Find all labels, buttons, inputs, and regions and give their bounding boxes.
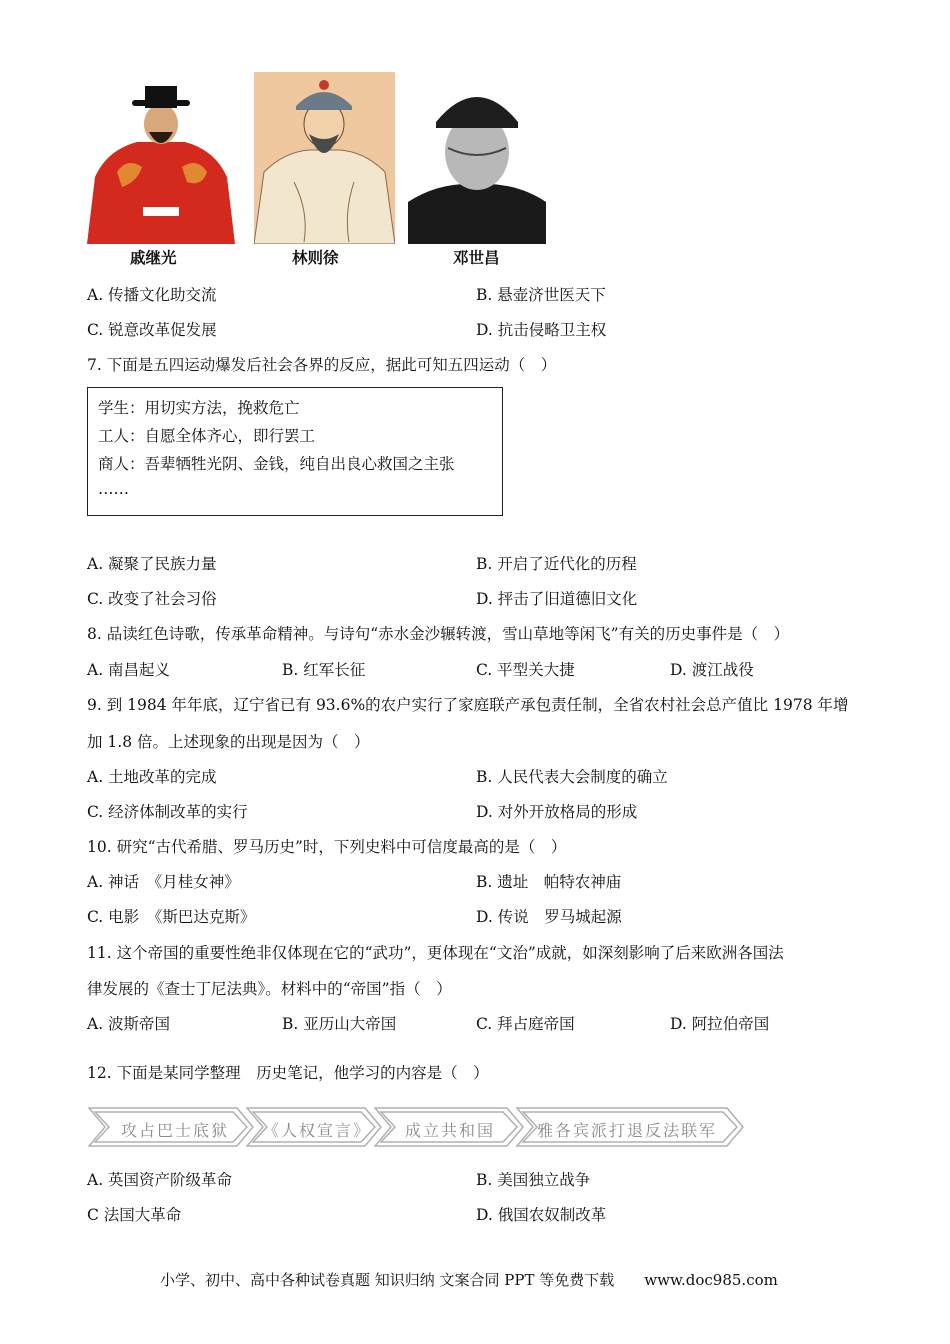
timeline-step: 成立共和国 bbox=[405, 1121, 496, 1140]
timeline-step: 雅各宾派打退反法联军 bbox=[537, 1121, 718, 1140]
option-c: C 法国大革命 bbox=[87, 1206, 182, 1224]
portrait-qi-jiguang bbox=[87, 72, 235, 244]
option-b: B. 人民代表大会制度的确立 bbox=[476, 768, 668, 786]
timeline-step: 攻占巴士底狱 bbox=[121, 1121, 230, 1140]
option-b: B. 遗址 帕特农神庙 bbox=[476, 873, 622, 891]
quote-box bbox=[87, 387, 503, 516]
option-d: D. 抨击了旧道德旧文化 bbox=[476, 590, 638, 608]
portrait-deng-shichang bbox=[408, 72, 546, 244]
option-d: D. 渡江战役 bbox=[670, 661, 754, 679]
question-stem: 7. 下面是五四运动爆发后社会各界的反应，据此可知五四运动（ ） bbox=[87, 356, 557, 374]
option-b: B. 红军长征 bbox=[282, 661, 366, 679]
option-b: B. 开启了近代化的历程 bbox=[476, 555, 637, 573]
question-stem-cont: 律发展的《查士丁尼法典》。材料中的“帝国”指（ ） bbox=[87, 980, 452, 998]
quote-line: 工人：自愿全体齐心，即行罢工 bbox=[98, 427, 316, 445]
option-d: D. 对外开放格局的形成 bbox=[476, 803, 638, 821]
portrait-lin-zexu bbox=[254, 72, 395, 244]
portrait-caption: 邓世昌 bbox=[453, 249, 500, 267]
option-a: A. 凝聚了民族力量 bbox=[87, 555, 217, 573]
option-a: A. 传播文化助交流 bbox=[87, 286, 217, 304]
option-a: A. 南昌起义 bbox=[87, 661, 171, 679]
option-c: C. 锐意改革促发展 bbox=[87, 321, 217, 339]
option-d: D. 抗击侵略卫主权 bbox=[476, 321, 607, 339]
question-stem: 9. 到 1984 年年底，辽宁省已有 93.6%的农户实行了家庭联产承包责任制，全省农村社会总产值比 1978 年增 bbox=[87, 696, 849, 714]
option-b: B. 美国独立战争 bbox=[476, 1171, 591, 1189]
footer-text: 小学、初中、高中各种试卷真题 知识归纳 文案合同 PPT 等免费下载 www.doc985.com bbox=[160, 1271, 778, 1289]
option-c: C. 改变了社会习俗 bbox=[87, 590, 217, 608]
question-stem-cont: 加 1.8 倍。上述现象的出现是因为（ ） bbox=[87, 733, 370, 751]
option-c: C. 电影 《斯巴达克斯》 bbox=[87, 908, 256, 926]
option-d: D. 传说 罗马城起源 bbox=[476, 908, 622, 926]
option-b: B. 亚历山大帝国 bbox=[282, 1015, 397, 1033]
question-stem: 12. 下面是某同学整理 历史笔记，他学习的内容是（ ） bbox=[87, 1064, 489, 1082]
option-a: A. 土地改革的完成 bbox=[87, 768, 217, 786]
option-a: A. 神话 《月桂女神》 bbox=[87, 873, 240, 891]
option-d: D. 俄国农奴制改革 bbox=[476, 1206, 607, 1224]
option-c: C. 经济体制改革的实行 bbox=[87, 803, 248, 821]
timeline-chevrons bbox=[87, 1104, 747, 1150]
quote-line: 学生：用切实方法，挽救危亡 bbox=[98, 399, 300, 417]
question-stem: 11. 这个帝国的重要性绝非仅体现在它的“武功”，更体现在“文治”成就，如深刻影响了后来欧洲各国法 bbox=[87, 944, 784, 962]
quote-line: 商人：吾辈牺牲光阴、金钱，纯自出良心救国之主张 bbox=[98, 455, 455, 473]
timeline-step: 《人权宣言》 bbox=[263, 1121, 372, 1140]
option-d: D. 阿拉伯帝国 bbox=[670, 1015, 770, 1033]
option-c: C. 拜占庭帝国 bbox=[476, 1015, 575, 1033]
portrait-caption: 林则徐 bbox=[292, 249, 339, 267]
question-stem: 10. 研究“古代希腊、罗马历史”时，下列史料中可信度最高的是（ ） bbox=[87, 838, 567, 856]
option-b: B. 悬壶济世医天下 bbox=[476, 286, 606, 304]
option-a: A. 波斯帝国 bbox=[87, 1015, 171, 1033]
option-c: C. 平型关大捷 bbox=[476, 661, 575, 679]
quote-line: …… bbox=[98, 480, 129, 498]
option-a: A. 英国资产阶级革命 bbox=[87, 1171, 233, 1189]
portrait-caption: 戚继光 bbox=[130, 249, 177, 267]
question-stem: 8. 品读红色诗歌，传承革命精神。与诗句“赤水金沙辗转渡，雪山草地等闲飞”有关的历史事件是（ ） bbox=[87, 625, 790, 643]
